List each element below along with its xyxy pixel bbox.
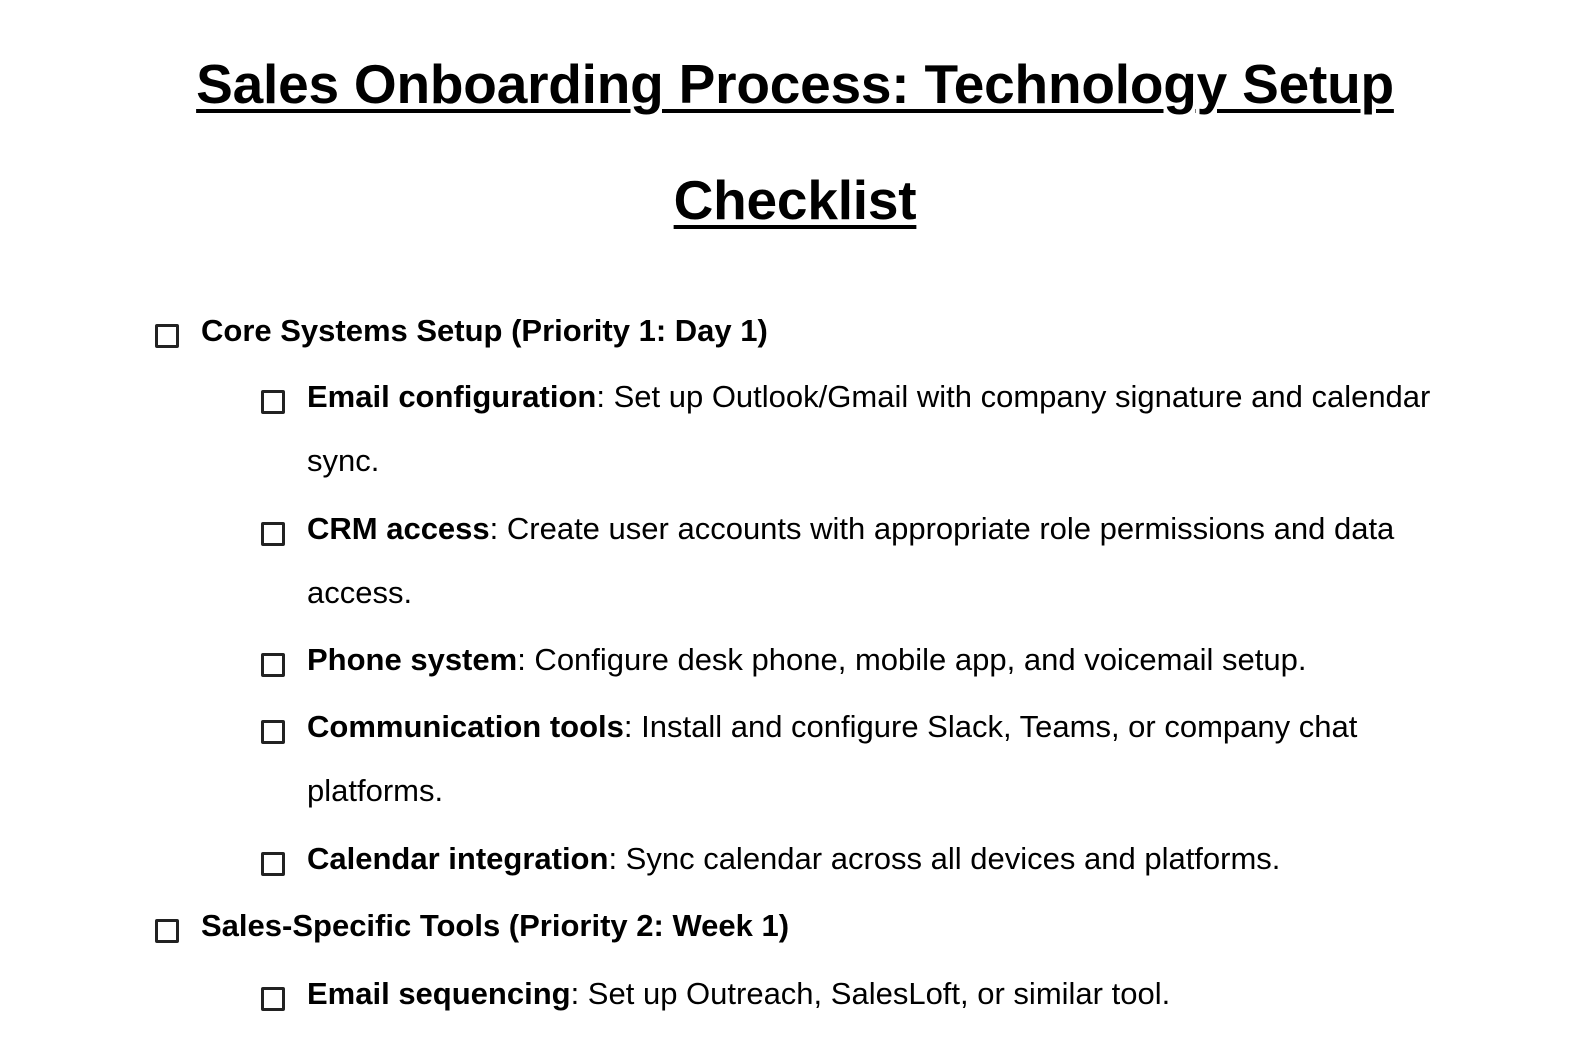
checklist-item-email-sequencing (261, 976, 1476, 1026)
checklist-item-text (307, 827, 1476, 891)
item-term: Email configuration (307, 379, 597, 414)
checkbox[interactable] (261, 522, 285, 546)
item-description: : Create user accounts with appropriate role permissions and data access. (307, 511, 1395, 610)
item-description: : Sync calendar across all devices and platforms. (608, 841, 1281, 876)
checklist-item-text (307, 962, 1476, 1026)
item-term: Email sequencing (307, 976, 571, 1011)
section-heading-label: Sales-Specific Tools (Priority 2: Week 1) (201, 908, 790, 943)
item-description: : Install and configure Slack, Teams, or company chat platforms. (307, 709, 1358, 808)
checkbox[interactable] (261, 390, 285, 414)
checkbox[interactable] (261, 653, 285, 677)
checkbox[interactable] (261, 720, 285, 744)
checklist-item-calendar-integration (261, 841, 1476, 891)
item-description: : Configure desk phone, mobile app, and voicemail setup. (517, 642, 1307, 677)
item-term: CRM access (307, 511, 490, 546)
section-heading-sales-specific-tools (155, 908, 1455, 958)
item-term: Calendar integration (307, 841, 609, 876)
checkbox[interactable] (155, 324, 179, 348)
checklist-item-text (307, 365, 1476, 493)
item-term: Communication tools (307, 709, 624, 744)
item-description: : Set up Outlook/Gmail with company signature and calendar sync. (307, 379, 1431, 478)
checklist-item-crm-access (261, 511, 1476, 625)
checklist-item-text (307, 695, 1476, 823)
section-heading-label: Core Systems Setup (Priority 1: Day 1) (201, 313, 768, 348)
checkbox[interactable] (261, 852, 285, 876)
checklist-item-communication-tools (261, 709, 1476, 823)
checklist-item-text (307, 628, 1476, 692)
checklist-item-text (307, 497, 1476, 625)
checkbox[interactable] (155, 919, 179, 943)
checkbox[interactable] (261, 987, 285, 1011)
item-description: : Set up Outreach, SalesLoft, or similar tool. (570, 976, 1171, 1011)
section-heading-core-systems (155, 313, 1455, 363)
checklist-item-phone-system (261, 642, 1476, 692)
document-title: Sales Onboarding Process: Technology Setup Checklist (196, 53, 1394, 231)
item-term: Phone system (307, 642, 518, 677)
checklist-item-email-configuration (261, 379, 1476, 493)
